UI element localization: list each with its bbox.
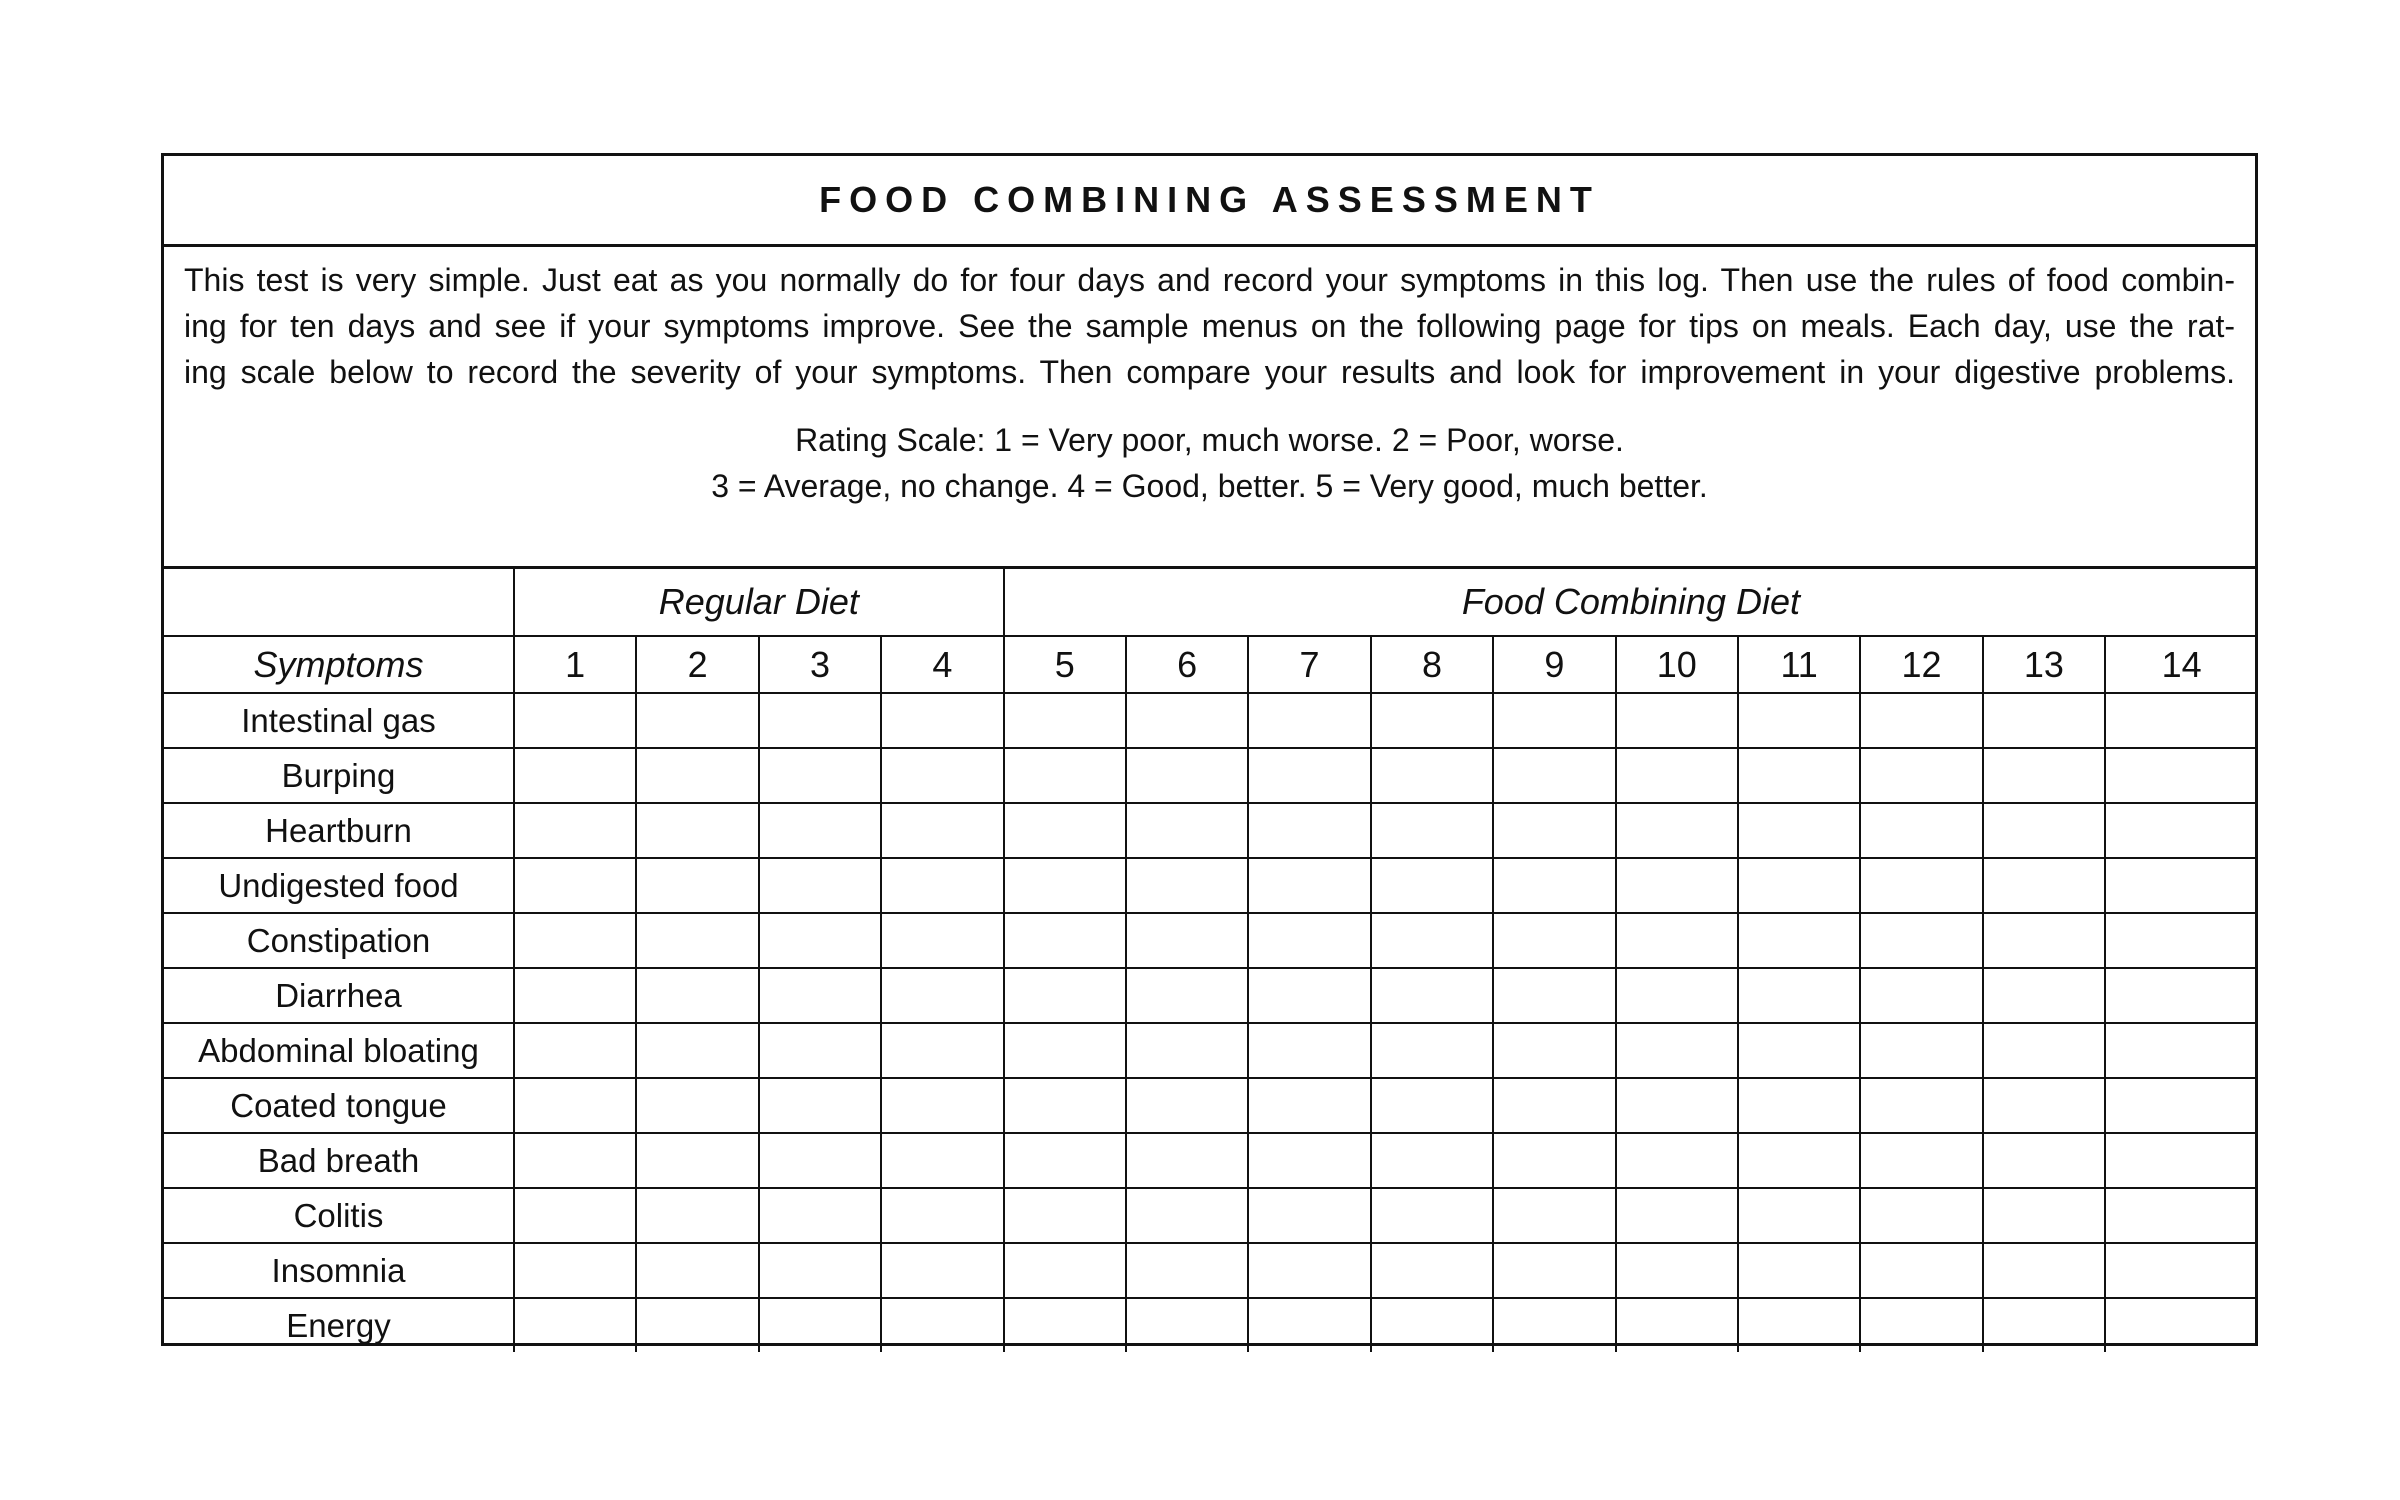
rating-cell-day-4[interactable]: [881, 968, 1003, 1023]
symptoms-header: Symptoms: [164, 636, 514, 693]
rating-cell-day-3[interactable]: [759, 748, 881, 803]
rating-cell-day-12[interactable]: [1860, 1133, 1982, 1188]
rating-cell-day-9[interactable]: [1493, 1023, 1615, 1078]
rating-cell-day-8[interactable]: [1371, 1188, 1493, 1243]
rating-cell-day-14[interactable]: [2105, 858, 2257, 913]
form-title: FOOD COMBINING ASSESSMENT: [819, 179, 1600, 220]
rating-cell-day-14[interactable]: [2105, 748, 2257, 803]
rating-cell-day-8[interactable]: [1371, 1023, 1493, 1078]
symptom-label: Intestinal gas: [164, 693, 514, 748]
table-row: [164, 913, 2257, 968]
rating-cell-day-4[interactable]: [881, 1298, 1003, 1352]
symptom-label: Abdominal bloating: [164, 1023, 514, 1078]
rating-cell-day-4[interactable]: [881, 1243, 1003, 1298]
rating-cell-day-7[interactable]: [1248, 858, 1370, 913]
table-row: [164, 968, 2257, 1023]
rating-cell-day-10[interactable]: [1616, 913, 1738, 968]
rating-cell-day-4[interactable]: [881, 1133, 1003, 1188]
rating-cell-day-5[interactable]: [1004, 1243, 1126, 1298]
day-header-3: 3: [759, 636, 881, 693]
rating-cell-day-13[interactable]: [1983, 1078, 2105, 1133]
rating-cell-day-7[interactable]: [1248, 1133, 1370, 1188]
rating-cell-day-11[interactable]: [1738, 748, 1860, 803]
symptom-label: Constipation: [164, 913, 514, 968]
rating-cell-day-7[interactable]: [1248, 1243, 1370, 1298]
rating-cell-day-5[interactable]: [1004, 858, 1126, 913]
rating-cell-day-6[interactable]: [1126, 1133, 1248, 1188]
rating-cell-day-7[interactable]: [1248, 1023, 1370, 1078]
rating-cell-day-13[interactable]: [1983, 1133, 2105, 1188]
symptom-label: Undigested food: [164, 858, 514, 913]
rating-cell-day-9[interactable]: [1493, 858, 1615, 913]
rating-cell-day-6[interactable]: [1126, 803, 1248, 858]
rating-cell-day-2[interactable]: [636, 748, 758, 803]
rating-cell-day-1[interactable]: [514, 693, 636, 748]
rating-cell-day-13[interactable]: [1983, 913, 2105, 968]
rating-cell-day-13[interactable]: [1983, 968, 2105, 1023]
rating-cell-day-7[interactable]: [1248, 803, 1370, 858]
rating-cell-day-2[interactable]: [636, 1023, 758, 1078]
rating-cell-day-9[interactable]: [1493, 1188, 1615, 1243]
rating-cell-day-9[interactable]: [1493, 1133, 1615, 1188]
rating-cell-day-6[interactable]: [1126, 1188, 1248, 1243]
rating-cell-day-5[interactable]: [1004, 1133, 1126, 1188]
rating-cell-day-3[interactable]: [759, 858, 881, 913]
rating-cell-day-2[interactable]: [636, 858, 758, 913]
rating-cell-day-12[interactable]: [1860, 1023, 1982, 1078]
rating-cell-day-11[interactable]: [1738, 1298, 1860, 1352]
rating-cell-day-1[interactable]: [514, 968, 636, 1023]
symptom-label: Diarrhea: [164, 968, 514, 1023]
day-header-1: 1: [514, 636, 636, 693]
rating-cell-day-13[interactable]: [1983, 858, 2105, 913]
table-row: [164, 1243, 2257, 1298]
rating-cell-day-14[interactable]: [2105, 1078, 2257, 1133]
rating-cell-day-8[interactable]: [1371, 968, 1493, 1023]
rating-cell-day-2[interactable]: [636, 693, 758, 748]
rating-cell-day-3[interactable]: [759, 1243, 881, 1298]
rating-cell-day-5[interactable]: [1004, 693, 1126, 748]
rating-cell-day-9[interactable]: [1493, 803, 1615, 858]
rating-cell-day-6[interactable]: [1126, 693, 1248, 748]
rating-cell-day-4[interactable]: [881, 1078, 1003, 1133]
day-header-6: 6: [1126, 636, 1248, 693]
rating-cell-day-12[interactable]: [1860, 968, 1982, 1023]
rating-cell-day-10[interactable]: [1616, 858, 1738, 913]
rating-cell-day-9[interactable]: [1493, 968, 1615, 1023]
rating-cell-day-13[interactable]: [1983, 1243, 2105, 1298]
rating-cell-day-9[interactable]: [1493, 693, 1615, 748]
rating-cell-day-3[interactable]: [759, 1188, 881, 1243]
symptom-label: Burping: [164, 748, 514, 803]
rating-cell-day-14[interactable]: [2105, 1298, 2257, 1352]
rating-cell-day-1[interactable]: [514, 1188, 636, 1243]
rating-cell-day-12[interactable]: [1860, 693, 1982, 748]
rating-scale-line: 3 = Average, no change. 4 = Good, better. 5 = Very good, much better.: [711, 468, 1708, 504]
day-header-2: 2: [636, 636, 758, 693]
instructions-section: [164, 247, 2255, 569]
rating-cell-day-4[interactable]: [881, 693, 1003, 748]
rating-cell-day-8[interactable]: [1371, 858, 1493, 913]
rating-cell-day-10[interactable]: [1616, 1133, 1738, 1188]
rating-cell-day-13[interactable]: [1983, 803, 2105, 858]
rating-scale: [184, 417, 2235, 509]
rating-cell-day-1[interactable]: [514, 1133, 636, 1188]
rating-cell-day-3[interactable]: [759, 1078, 881, 1133]
rating-cell-day-6[interactable]: [1126, 1078, 1248, 1133]
rating-cell-day-9[interactable]: [1493, 913, 1615, 968]
rating-cell-day-7[interactable]: [1248, 913, 1370, 968]
day-header-13: 13: [1983, 636, 2105, 693]
rating-cell-day-12[interactable]: [1860, 803, 1982, 858]
table-row: [164, 1078, 2257, 1133]
rating-cell-day-9[interactable]: [1493, 748, 1615, 803]
rating-cell-day-1[interactable]: [514, 858, 636, 913]
rating-cell-day-1[interactable]: [514, 1243, 636, 1298]
rating-cell-day-9[interactable]: [1493, 1298, 1615, 1352]
regular-diet-header: Regular Diet: [514, 569, 1004, 636]
rating-cell-day-3[interactable]: [759, 1023, 881, 1078]
rating-cell-day-6[interactable]: [1126, 1023, 1248, 1078]
symptom-label: Coated tongue: [164, 1078, 514, 1133]
day-header-5: 5: [1004, 636, 1126, 693]
rating-cell-day-4[interactable]: [881, 803, 1003, 858]
rating-cell-day-7[interactable]: [1248, 748, 1370, 803]
rating-cell-day-10[interactable]: [1616, 1078, 1738, 1133]
rating-cell-day-2[interactable]: [636, 1188, 758, 1243]
rating-cell-day-4[interactable]: [881, 913, 1003, 968]
rating-cell-day-1[interactable]: [514, 803, 636, 858]
rating-cell-day-5[interactable]: [1004, 1023, 1126, 1078]
rating-cell-day-4[interactable]: [881, 1188, 1003, 1243]
rating-cell-day-5[interactable]: [1004, 1188, 1126, 1243]
day-header-14: 14: [2105, 636, 2257, 693]
rating-cell-day-6[interactable]: [1126, 913, 1248, 968]
rating-cell-day-13[interactable]: [1983, 748, 2105, 803]
day-header-row: [164, 636, 2257, 693]
symptom-label: Bad breath: [164, 1133, 514, 1188]
rating-cell-day-5[interactable]: [1004, 748, 1126, 803]
symptom-label: Energy: [164, 1298, 514, 1352]
rating-cell-day-8[interactable]: [1371, 1133, 1493, 1188]
rating-cell-day-11[interactable]: [1738, 1243, 1860, 1298]
rating-cell-day-11[interactable]: [1738, 803, 1860, 858]
rating-cell-day-11[interactable]: [1738, 913, 1860, 968]
rating-cell-day-10[interactable]: [1616, 1188, 1738, 1243]
table-row: [164, 693, 2257, 748]
symptom-label: Heartburn: [164, 803, 514, 858]
rating-cell-day-10[interactable]: [1616, 1023, 1738, 1078]
rating-cell-day-1[interactable]: [514, 913, 636, 968]
rating-cell-day-5[interactable]: [1004, 1078, 1126, 1133]
title-bar: [164, 156, 2255, 247]
rating-cell-day-11[interactable]: [1738, 1078, 1860, 1133]
table-row: [164, 858, 2257, 913]
day-header-12: 12: [1860, 636, 1982, 693]
rating-cell-day-5[interactable]: [1004, 1298, 1126, 1352]
rating-cell-day-7[interactable]: [1248, 1078, 1370, 1133]
rating-cell-day-5[interactable]: [1004, 968, 1126, 1023]
table-row: [164, 1133, 2257, 1188]
rating-cell-day-9[interactable]: [1493, 1078, 1615, 1133]
rating-cell-day-12[interactable]: [1860, 1188, 1982, 1243]
table-row: [164, 748, 2257, 803]
rating-cell-day-2[interactable]: [636, 913, 758, 968]
rating-cell-day-2[interactable]: [636, 968, 758, 1023]
rating-cell-day-14[interactable]: [2105, 913, 2257, 968]
instructions-line: This test is very simple. Just eat as you normally do for four days and record your symptoms in this log. Then use the rules of food combin-: [184, 262, 2235, 298]
rating-cell-day-3[interactable]: [759, 968, 881, 1023]
rating-cell-day-1[interactable]: [514, 748, 636, 803]
day-header-4: 4: [881, 636, 1003, 693]
rating-cell-day-7[interactable]: [1248, 1298, 1370, 1352]
rating-cell-day-14[interactable]: [2105, 968, 2257, 1023]
rating-cell-day-12[interactable]: [1860, 913, 1982, 968]
rating-cell-day-4[interactable]: [881, 858, 1003, 913]
rating-cell-day-6[interactable]: [1126, 968, 1248, 1023]
day-header-10: 10: [1616, 636, 1738, 693]
rating-cell-day-13[interactable]: [1983, 1298, 2105, 1352]
rating-cell-day-13[interactable]: [1983, 1188, 2105, 1243]
rating-cell-day-12[interactable]: [1860, 858, 1982, 913]
rating-cell-day-8[interactable]: [1371, 803, 1493, 858]
symptom-label: Colitis: [164, 1188, 514, 1243]
rating-cell-day-14[interactable]: [2105, 1023, 2257, 1078]
rating-cell-day-3[interactable]: [759, 913, 881, 968]
rating-cell-day-11[interactable]: [1738, 858, 1860, 913]
rating-cell-day-11[interactable]: [1738, 1188, 1860, 1243]
instructions-line: ing for ten days and see if your symptoms improve. See the sample menus on the following page for tips on meals. Each day, use the rat-: [184, 308, 2235, 344]
rating-cell-day-3[interactable]: [759, 1298, 881, 1352]
rating-cell-day-11[interactable]: [1738, 1023, 1860, 1078]
rating-cell-day-7[interactable]: [1248, 1188, 1370, 1243]
rating-cell-day-6[interactable]: [1126, 748, 1248, 803]
rating-cell-day-2[interactable]: [636, 1078, 758, 1133]
rating-cell-day-1[interactable]: [514, 1023, 636, 1078]
rating-cell-day-2[interactable]: [636, 1243, 758, 1298]
rating-cell-day-12[interactable]: [1860, 748, 1982, 803]
rating-cell-day-13[interactable]: [1983, 1023, 2105, 1078]
rating-cell-day-10[interactable]: [1616, 1298, 1738, 1352]
rating-cell-day-1[interactable]: [514, 1298, 636, 1352]
rating-cell-day-3[interactable]: [759, 693, 881, 748]
rating-cell-day-13[interactable]: [1983, 693, 2105, 748]
table-row: [164, 803, 2257, 858]
day-header-9: 9: [1493, 636, 1615, 693]
rating-cell-day-14[interactable]: [2105, 1133, 2257, 1188]
symptom-label: Insomnia: [164, 1243, 514, 1298]
rating-cell-day-12[interactable]: [1860, 1298, 1982, 1352]
rating-cell-day-8[interactable]: [1371, 1243, 1493, 1298]
rating-cell-day-4[interactable]: [881, 748, 1003, 803]
rating-cell-day-10[interactable]: [1616, 803, 1738, 858]
rating-cell-day-5[interactable]: [1004, 913, 1126, 968]
rating-scale-line: Rating Scale: 1 = Very poor, much worse. 2 = Poor, worse.: [795, 422, 1624, 458]
instructions-line: ing scale below to record the severity of your symptoms. Then compare your results and look for improvement in your digestive problems.: [184, 354, 2235, 390]
rating-cell-day-2[interactable]: [636, 803, 758, 858]
table-row: [164, 1188, 2257, 1243]
table-row: [164, 1023, 2257, 1078]
food-combining-assessment-form: [161, 153, 2258, 1346]
rating-cell-day-8[interactable]: [1371, 913, 1493, 968]
rating-cell-day-10[interactable]: [1616, 748, 1738, 803]
rating-cell-day-14[interactable]: [2105, 1188, 2257, 1243]
rating-cell-day-10[interactable]: [1616, 693, 1738, 748]
rating-cell-day-11[interactable]: [1738, 693, 1860, 748]
rating-cell-day-9[interactable]: [1493, 1243, 1615, 1298]
rating-cell-day-10[interactable]: [1616, 968, 1738, 1023]
rating-cell-day-2[interactable]: [636, 1298, 758, 1352]
rating-cell-day-8[interactable]: [1371, 693, 1493, 748]
table-row: [164, 1298, 2257, 1352]
rating-cell-day-5[interactable]: [1004, 803, 1126, 858]
symptom-log-table: [164, 569, 2257, 1352]
rating-cell-day-8[interactable]: [1371, 1078, 1493, 1133]
day-header-7: 7: [1248, 636, 1370, 693]
rating-cell-day-14[interactable]: [2105, 693, 2257, 748]
rating-cell-day-6[interactable]: [1126, 858, 1248, 913]
rating-cell-day-7[interactable]: [1248, 968, 1370, 1023]
rating-cell-day-1[interactable]: [514, 1078, 636, 1133]
rating-cell-day-12[interactable]: [1860, 1078, 1982, 1133]
rating-cell-day-3[interactable]: [759, 803, 881, 858]
empty-header-cell: [164, 569, 514, 636]
rating-cell-day-2[interactable]: [636, 1133, 758, 1188]
rating-cell-day-14[interactable]: [2105, 1243, 2257, 1298]
rating-cell-day-3[interactable]: [759, 1133, 881, 1188]
rating-cell-day-12[interactable]: [1860, 1243, 1982, 1298]
rating-cell-day-4[interactable]: [881, 1023, 1003, 1078]
rating-cell-day-7[interactable]: [1248, 693, 1370, 748]
rating-cell-day-6[interactable]: [1126, 1298, 1248, 1352]
food-combining-diet-header: Food Combining Diet: [1004, 569, 2258, 636]
rating-cell-day-8[interactable]: [1371, 1298, 1493, 1352]
rating-cell-day-11[interactable]: [1738, 968, 1860, 1023]
rating-cell-day-14[interactable]: [2105, 803, 2257, 858]
rating-cell-day-6[interactable]: [1126, 1243, 1248, 1298]
rating-cell-day-8[interactable]: [1371, 748, 1493, 803]
day-header-11: 11: [1738, 636, 1860, 693]
group-header-row: [164, 569, 2257, 636]
day-header-8: 8: [1371, 636, 1493, 693]
rating-cell-day-11[interactable]: [1738, 1133, 1860, 1188]
rating-cell-day-10[interactable]: [1616, 1243, 1738, 1298]
